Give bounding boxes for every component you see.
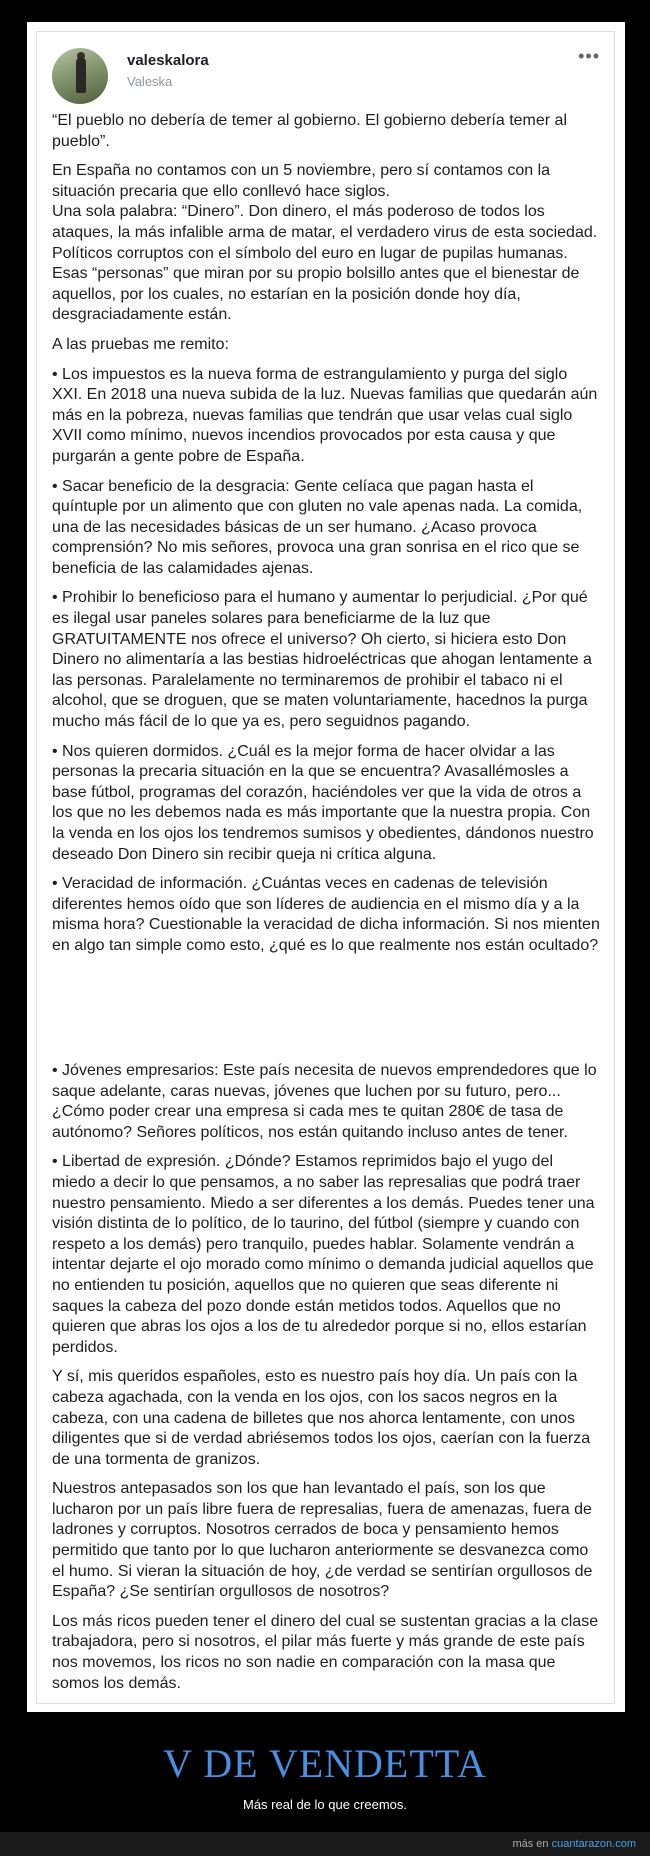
post-card — [27, 22, 625, 1712]
post-paragraph: • Los impuestos es la nueva forma de estrangulamiento y purga del siglo XXI. En 2018 una nueva subida de la luz. Nuevas familias que quedarán aún más en la pobreza, nuevas familias que tendrán que usar velas cual siglo XVII como mínimo, nuevos incendios provocados por esta causa y que purgarán a gente pobre de España. — [52, 365, 598, 465]
post-paragraph: A las pruebas me remito: — [52, 335, 229, 353]
caption-subtitle: Más real de lo que creemos. — [242, 1797, 408, 1812]
more-dots-icon[interactable]: ••• — [578, 46, 600, 66]
display-name: Valeska — [127, 74, 173, 89]
footer-prefix: más en — [512, 1838, 552, 1850]
post-paragraph: • Veracidad de información. ¿Cuántas veces en cadenas de televisión diferentes hemos oído que son líderes de audiencia en el mismo día y a la misma hora? Cuestionable la veracidad de dicha información. Si nos mienten en algo tan simple como esto, ¿qué es lo que realmente nos están ocultado? — [52, 875, 600, 954]
post-paragraph: Los más ricos pueden tener el dinero del cual se sustentan gracias a la clase trabajadora, pero si nosotros, el pilar más fuerte y más grande de este país nos movemos, los ricos no son nadie en comparación con la masa que somos los demás. — [52, 1612, 599, 1692]
post-paragraph: “El pueblo no debería de temer al gobierno. El gobierno debería temer al pueblo”. — [52, 112, 567, 150]
post-paragraph: • Sacar beneficio de la desgracia: Gente celíaca que pagan hasta el quíntuple por un alimento que con gluten no vale apenas nada. La comida, una de las necesidades básicas de un ser humano. ¿Acaso provoca comprensión? No mis señores, provoca una gran sonrisa en el rico que se beneficia de las calamidades ajenas. — [52, 477, 583, 577]
post-text-part-2 — [52, 1061, 600, 1703]
post-text-part-1 — [52, 111, 600, 966]
post-paragraph: Y sí, mis queridos españoles, esto es nuestro país hoy día. Un país con la cabeza agachada, con la venda en los ojos, con los sacos negros en la cabeza, con una cadena de billetes que nos ahorca lentamente, con unos diligentes que si de verdad abriésemos todos los ojos, caerían con la fuerza de una tormenta de granizos. — [52, 1368, 591, 1468]
username[interactable]: valeskalora — [127, 52, 209, 69]
post-paragraph: Nuestros antepasados son los que han levantado el país, son los que lucharon por un país libre fuera de represalias, fuera de amenazas, fuera de ladrones y corruptos. Nosotros cerrados de boca y pensamiento hemos permitido que tanto por lo que lucharon anteriormente se desvanezca como el humo. Si vieran la situación de hoy, ¿de verdad se sentirían orgullosos de España? ¿Se sentirían orgullosos de nosotros? — [52, 1480, 593, 1601]
post-paragraph: En España no contamos con un 5 noviembre, pero sí contamos con la situación precaria que ello conllevó hace siglos. Una sola palabra: “Dinero”. Don dinero, el más poderoso de todos los ataques, la más infalible arma de matar, el verdadero virus de esta sociedad. Políticos corruptos con el símbolo del euro en lugar de pupilas humanas. Esas “personas” que miran por su propio bolsillo antes que el bienestar de aquellos, por los cuales, no estarían en la posición donde hoy día, desgraciadamente están. — [52, 162, 598, 324]
avatar-figure — [76, 57, 86, 93]
post-paragraph: • Prohibir lo beneficioso para el humano y aumentar lo perjudicial. ¿Por qué es ilegal usar paneles solares para beneficiarme de la luz que GRATUITAMENTE nos ofrece el universo? Oh cierto, si hiciera esto Don Dinero no alimentaría a las bestias hidroeléctricas que ahogan lentamente a las personas. Paralelamente no terminaremos de prohibir el tabaco ni el alcohol, que se droguen, que se maten voluntariamente, hacednos la purga mucho más fácil de lo que ya es, pero seguidnos pagando. — [52, 589, 592, 731]
post-card-top — [36, 31, 615, 1050]
footer-text — [512, 1838, 636, 1850]
post-paragraph: • Jóvenes empresarios: Este país necesita de nuevos emprendedores que lo saque adelante, caras nuevas, jóvenes que luchen por su futuro, pero... ¿Cómo poder crear una empresa si cada mes te quitan 280€ de tasa de autónomo? Señores políticos, nos están quitando incluso antes de tener. — [52, 1062, 597, 1141]
post-paragraph: • Nos quieren dormidos. ¿Cuál es la mejor forma de hacer olvidar a las personas la precaria situación en la que se encuentra? Avasallémosles a base fútbol, programas del corazón, haciéndoles ver que la vida de otros a los que no les debemos nada es más importante que la nuestra propia. Con la venda en los ojos los tendremos sumisos y obedientes, dándonos nuestro deseado Don Dinero sin recibir queja ni crítica alguna. — [52, 742, 594, 863]
caption-title: V DE VENDETTA — [163, 1741, 487, 1786]
footer-site-link[interactable]: cuantarazon.com — [551, 1838, 636, 1850]
post-card-bottom — [36, 1048, 615, 1704]
post-paragraph: • Libertad de expresión. ¿Dónde? Estamos reprimidos bajo el yugo del miedo a decir lo que pensamos, a no saber las represalias que podrá traer nuestro pensamiento. Miedo a ser diferentes a los demás. Puedes tener una visión distinta de lo político, de lo taurino, del fútbol (siempre y cuando con respeto a los demás) pero tranquilo, puedes hablar. Solamente vendrán a intentar dejarte el ojo morado como mínimo o demanda judicial aquellos que no entienden tu posición, aquellos que no quieren que seas diferente ni saques la cabeza del pozo donde están metidos todos. Aquellos que no quieren que abras los ojos a los de tu alrededor porque si no, ellos estarían perdidos. — [52, 1153, 595, 1356]
avatar[interactable] — [52, 48, 108, 104]
